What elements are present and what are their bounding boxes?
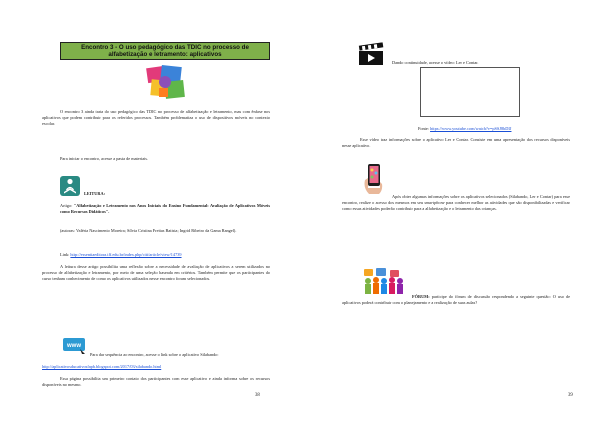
sequence-instruction: Para dar sequência ao encontro, acesse o link sobre o aplicativo Silabando: xyxy=(90,352,219,357)
apps-text-smartphone: smartphone xyxy=(424,200,445,206)
article-link[interactable]: http://essentiaeditora.iff.edu.br/index.php/citi/article/view/14739 xyxy=(70,252,182,257)
article-prefix: Artigo: xyxy=(60,203,74,208)
video-source xyxy=(418,126,588,132)
reading-person-icon xyxy=(60,176,80,196)
reading-description: A leitura desse artigo possibilita uma reflexão sobre a necessidade de avaliação de aplicativos a serem utilizados no processo de alfabetização e letramento, por meio de uma seleção baseada em critérios. Também permite que os participantes do curso tenham conhecimento de como os aplicativos utilizados nesse encontro foram selecionados. xyxy=(42,264,270,282)
phone-hand-icon xyxy=(363,162,385,196)
forum-heading: FÓRUM: xyxy=(412,294,430,299)
article-title: "Alfabetização e Letramento nos Anos Iniciais do Ensino Fundamental: Avaliação de Aplicativos Móveis como Recursos Didáticos". xyxy=(60,203,270,215)
apps-access-paragraph xyxy=(342,194,570,212)
svg-text:www: www xyxy=(66,343,82,349)
closing-paragraph: Essa página possibilita um primeiro contato dos participantes com esse aplicativo e ainda informa sobre os recursos disponíveis no mesmo. xyxy=(42,376,270,388)
encounter-title-box xyxy=(60,42,270,60)
video-instruction: Dando continuidade, acesse o vídeo: Ler e Contar. xyxy=(392,60,479,65)
intro-paragraph: O encontro 3 ainda trata do uso pedagógico das TDIC no processo de alfabetização e letramento, mas com ênfase nos aplicativos que podem contribuir para os referidos processos. Também problematiza o uso de dispositivos móveis no contexto escolar. xyxy=(42,109,270,127)
start-instruction: Para iniciar o encontro, acesse a pasta de materiais. xyxy=(60,156,149,161)
article-link-line xyxy=(60,252,270,258)
link-label: Link: xyxy=(60,252,71,257)
www-icon xyxy=(62,337,88,355)
page-number-left: 38 xyxy=(255,393,260,398)
encounter-title: Encontro 3 - O uso pedagógico das TDIC no processo de alfabetização e letramento: aplicativos xyxy=(81,43,249,58)
silabando-link[interactable]: http://aplicativosducativosfapb.blogspot.com/2017/03/silabando.html xyxy=(42,364,162,369)
right-page xyxy=(300,0,600,424)
source-label: Fonte: xyxy=(418,126,431,131)
source-link[interactable]: https://www.youtube.com/watch?v=pSSJ8bDIJ xyxy=(430,126,512,131)
apps-collage-icon xyxy=(145,64,187,102)
apps-text-b: para conhecer melhor as atividades que são disponibilizadas e verificar como essas atividades poderão contribuir para a alfabetização e o letramento das crianças. xyxy=(342,200,570,212)
forum-people-icon xyxy=(362,268,406,296)
forum-paragraph xyxy=(342,294,570,306)
video-description: Esse vídeo traz informações sobre o aplicativo Ler e Contar. Consiste em uma apresentação dos recursos disponíveis nesse aplicativo. xyxy=(342,137,570,149)
forum-text: participe do fórum de discussão respondendo a seguinte questão: O uso de aplicativos poderá contribuir com o planejamento e a realização de suas aulas? xyxy=(342,294,570,306)
silabando-link-line xyxy=(42,364,270,370)
page-number-right: 39 xyxy=(568,393,573,398)
video-thumbnail[interactable] xyxy=(420,67,520,117)
article-authors: (autoras: Valéria Nascimento Moreira; Sílvia Cristina Freitas Batista; Ingrid Ribeiro da Gama Rangel). xyxy=(60,228,237,233)
article-citation xyxy=(60,203,270,215)
video-clapper-icon xyxy=(358,42,386,66)
reading-heading: LEITURA: xyxy=(84,191,106,196)
apps-text-a: Após obter algumas informações sobre os aplicativos selecionados (Silabando, Ler e Contar) para esse encontro, realize o acesso dos mesmos em seu xyxy=(342,194,570,206)
